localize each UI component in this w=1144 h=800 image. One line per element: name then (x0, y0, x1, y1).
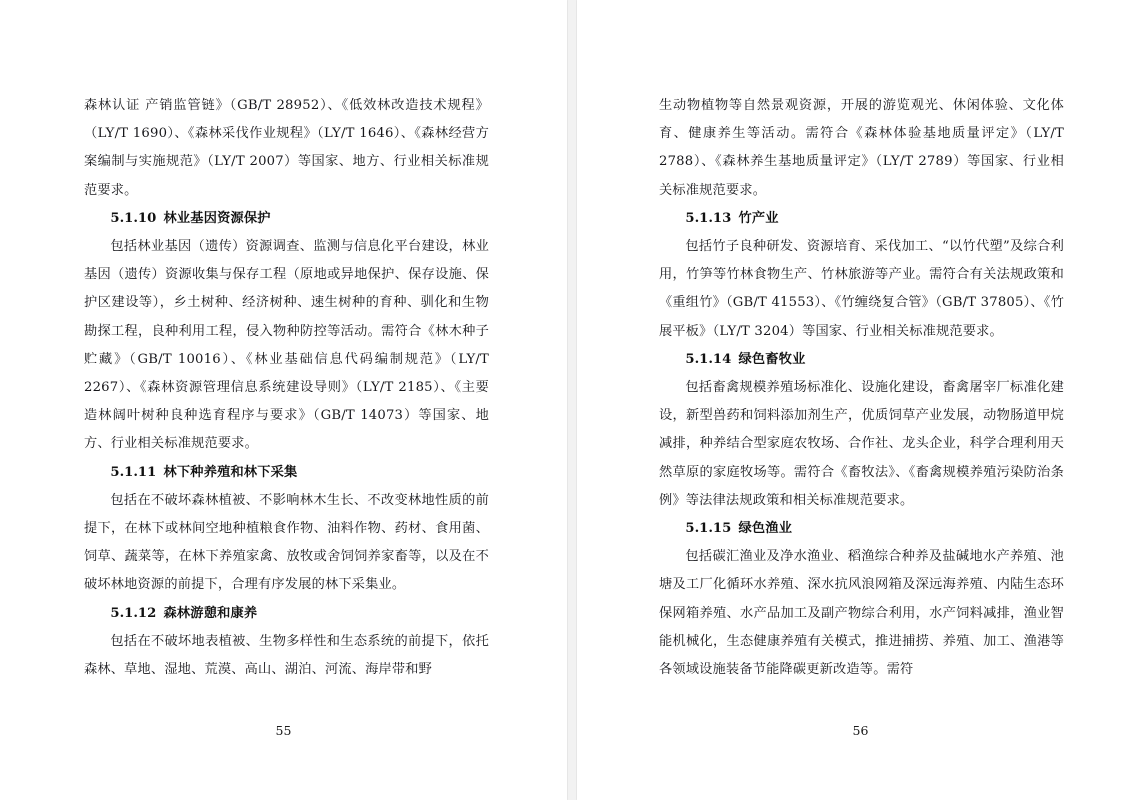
section-number: 5.1.11 (110, 464, 157, 480)
section-heading (84, 205, 489, 233)
page-left (0, 0, 567, 800)
section-heading (659, 346, 1064, 374)
section-title: 绿色畜牧业 (738, 351, 806, 367)
section-number: 5.1.10 (110, 210, 157, 226)
section-heading (659, 205, 1064, 233)
paragraph: 包括竹子良种研发、资源培育、采伐加工、“以竹代塑”及综合利用，竹笋等竹林食物生产、竹林旅游等产业。需符合有关法规政策和《重组竹》（GB/T 41553）、《竹缠绕复合管》（GB/T 37805）、《竹展平板》（LY/T 3204）等国家、行业相关标准规范要求。 (659, 239, 1064, 339)
paragraph: 生动物植物等自然景观资源，开展的游览观光、休闲体验、文化体育、健康养生等活动。需符合《森林体验基地质量评定》（LY/T 2788）、《森林养生基地质量评定》（LY/T 2789）等国家、行业相关标准规范要求。 (659, 98, 1064, 198)
section-title: 绿色渔业 (738, 521, 793, 537)
paragraph: 包括畜禽规模养殖场标准化、设施化建设，畜禽屠宰厂标准化建设，新型兽药和饲料添加剂生产，优质饲草产业发展，动物肠道甲烷减排，种养结合型家庭农牧场、合作社、龙头企业，科学合理利用天然草原的家庭牧场等。需符合《畜牧法》、《畜禽规模养殖污染防治条例》等法律法规政策和相关标准规范要求。 (659, 380, 1064, 508)
section-heading (84, 459, 489, 487)
paragraph: 包括碳汇渔业及净水渔业、稻渔综合种养及盐碱地水产养殖、池塘及工厂化循环水养殖、深水抗风浪网箱及深远海养殖、内陆生态环保网箱养殖、水产品加工及副产物综合利用，水产饲料减排，渔业智能机械化，生态健康养殖有关模式，推进捕捞、养殖、加工、渔港等各领域设施装备节能降碳更新改造等。需符 (659, 549, 1064, 678)
section-heading (659, 515, 1064, 543)
section-number: 5.1.14 (685, 351, 732, 367)
section-number: 5.1.15 (685, 521, 732, 537)
paragraph: 包括林业基因（遗传）资源调查、监测与信息化平台建设，林业基因（遗传）资源收集与保存工程（原地或异地保护、保存设施、保护区建设等），乡土树种、经济树种、速生树种的育种、驯化和生物勘探工程，良种利用工程，侵入物种防控等活动。需符合《林木种子贮藏》（GB/T 10016）、《林业基础信息代码编制规范》（LY/T 2267）、《森林资源管理信息系统建设导则》（LY/T 2185）、《主要造林阔叶树种良种选育程序与要求》（GB/T 14073）等国家、地方、行业相关标准规范要求。 (84, 239, 489, 452)
section-title: 竹产业 (738, 210, 779, 226)
page-number: 56 (852, 723, 869, 738)
section-number: 5.1.12 (110, 605, 157, 621)
section-title: 森林游憩和康养 (163, 605, 258, 621)
page-left-body (84, 92, 489, 720)
page-right (577, 0, 1144, 800)
section-title: 林业基因资源保护 (163, 210, 271, 226)
paragraph: 森林认证 产销监管链》（GB/T 28952）、《低效林改造技术规程》（LY/T 1690）、《森林采伐作业规程》（LY/T 1646）、《森林经营方案编制与实施规范》（LY/T 2007）等国家、地方、行业相关标准规范要求。 (84, 98, 489, 198)
page-right-body (659, 92, 1064, 720)
paragraph: 包括在不破坏森林植被、不影响林木生长、不改变林地性质的前提下，在林下或林间空地种植粮食作物、油料作物、药材、食用菌、饲草、蔬菜等，在林下养殖家禽、放牧或舍饲饲养家畜等，以及在不破坏林地资源的前提下，合理有序发展的林下采集业。 (84, 492, 489, 593)
section-number: 5.1.13 (685, 210, 732, 226)
page-number: 55 (275, 723, 292, 738)
section-title: 林下种养殖和林下采集 (163, 464, 298, 480)
paragraph: 包括在不破坏地表植被、生物多样性和生态系统的前提下，依托森林、草地、湿地、荒漠、高山、湖泊、河流、海岸带和野 (84, 633, 489, 678)
section-heading (84, 600, 489, 628)
